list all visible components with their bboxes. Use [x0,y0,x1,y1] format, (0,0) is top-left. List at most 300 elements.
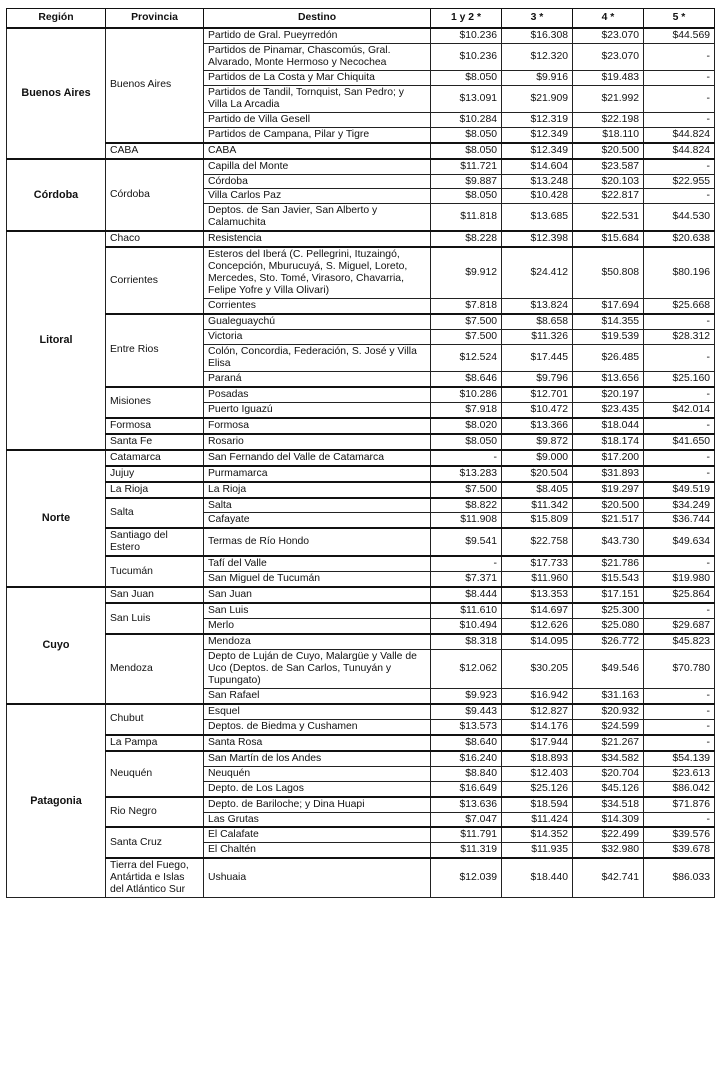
price-cell-category-5: $49.634 [644,528,715,556]
table-row [7,704,715,719]
price-cell-category-1-2: $13.573 [431,719,502,734]
price-cell-category-1-2: $7.500 [431,314,502,329]
price-cell-category-5: $36.744 [644,513,715,528]
header-category-5: 5 * [644,9,715,29]
price-cell-category-4: $18.174 [573,434,644,450]
price-cell-category-5: - [644,43,715,70]
price-cell-category-1-2: $11.610 [431,603,502,618]
price-cell-category-1-2: $11.818 [431,204,502,231]
price-cell-category-4: $23.587 [573,159,644,174]
price-cell-category-4: $17.694 [573,299,644,314]
price-cell-category-4: $21.992 [573,85,644,112]
price-cell-category-1-2: $8.228 [431,231,502,247]
price-cell-category-5: - [644,159,715,174]
price-cell-category-5: - [644,812,715,827]
province-cell: Jujuy [106,466,204,482]
table-row [7,450,715,466]
destination-cell: Cafayate [204,513,431,528]
price-cell-category-3: $20.504 [502,466,573,482]
price-cell-category-4: $18.044 [573,418,644,434]
price-cell-category-5: - [644,112,715,127]
price-cell-category-1-2: $8.840 [431,766,502,781]
price-cell-category-5: $20.638 [644,231,715,247]
table-row [7,735,715,751]
table-row [7,587,715,603]
price-cell-category-5: - [644,387,715,402]
price-cell-category-4: $42.741 [573,858,644,897]
destination-cell: Las Grutas [204,812,431,827]
price-cell-category-3: $15.809 [502,513,573,528]
price-cell-category-1-2: $11.908 [431,513,502,528]
destination-cell: Neuquén [204,766,431,781]
destination-cell: Córdoba [204,174,431,189]
destination-cell: El Chaltén [204,843,431,858]
price-cell-category-4: $19.539 [573,330,644,345]
table-row [7,498,715,513]
price-cell-category-1-2: - [431,450,502,466]
price-cell-category-3: $25.126 [502,781,573,796]
destination-cell: Esquel [204,704,431,719]
price-cell-category-1-2: $8.640 [431,735,502,751]
price-cell-category-5: - [644,704,715,719]
price-cell-category-5: $39.576 [644,827,715,842]
province-cell: Catamarca [106,450,204,466]
price-cell-category-3: $18.440 [502,858,573,897]
price-cell-category-1-2: $12.062 [431,650,502,689]
price-cell-category-4: $26.485 [573,344,644,371]
region-cell: Buenos Aires [7,28,106,159]
price-cell-category-1-2: $13.636 [431,797,502,812]
destination-cell: Partidos de La Costa y Mar Chiquita [204,70,431,85]
price-cell-category-5: $49.519 [644,482,715,498]
table-row [7,231,715,247]
table-row [7,434,715,450]
price-cell-category-1-2: $7.500 [431,482,502,498]
price-cell-category-3: $24.412 [502,247,573,298]
price-cell-category-1-2: $9.923 [431,688,502,703]
price-cell-category-4: $22.817 [573,189,644,204]
destination-cell: Deptos. de San Javier, San Alberto y Calamuchita [204,204,431,231]
price-cell-category-4: $45.126 [573,781,644,796]
table-row [7,159,715,174]
destination-cell: Capilla del Monte [204,159,431,174]
price-cell-category-1-2: $12.039 [431,858,502,897]
destination-cell: Termas de Río Hondo [204,528,431,556]
destination-cell: San Juan [204,587,431,603]
price-cell-category-4: $15.543 [573,572,644,587]
price-cell-category-3: $11.935 [502,843,573,858]
province-cell: Tucumán [106,556,204,587]
price-cell-category-3: $18.594 [502,797,573,812]
province-cell: Santiago del Estero [106,528,204,556]
price-cell-category-4: $49.546 [573,650,644,689]
destination-cell: Merlo [204,619,431,634]
price-cell-category-3: $14.697 [502,603,573,618]
price-cell-category-5: $86.033 [644,858,715,897]
destination-cell: San Fernando del Valle de Catamarca [204,450,431,466]
price-cell-category-3: $9.916 [502,70,573,85]
price-cell-category-5: $34.249 [644,498,715,513]
destination-cell: Purmamarca [204,466,431,482]
table-row [7,751,715,766]
price-cell-category-3: $11.424 [502,812,573,827]
table-row [7,314,715,329]
destination-cell: CABA [204,143,431,159]
price-cell-category-1-2: $9.541 [431,528,502,556]
price-cell-category-4: $24.599 [573,719,644,734]
header-region: Región [7,9,106,29]
price-cell-category-3: $10.472 [502,402,573,417]
price-cell-category-4: $43.730 [573,528,644,556]
price-cell-category-5: - [644,719,715,734]
price-cell-category-5: $71.876 [644,797,715,812]
price-cell-category-4: $32.980 [573,843,644,858]
province-cell: CABA [106,143,204,159]
price-cell-category-1-2: $10.286 [431,387,502,402]
province-cell: Formosa [106,418,204,434]
price-cell-category-4: $34.582 [573,751,644,766]
province-cell: Rio Negro [106,797,204,828]
price-cell-category-3: $17.944 [502,735,573,751]
price-cell-category-4: $17.200 [573,450,644,466]
price-cell-category-1-2: $11.319 [431,843,502,858]
table-row [7,634,715,649]
province-cell: Salta [106,498,204,529]
table-row [7,143,715,159]
price-cell-category-3: $12.320 [502,43,573,70]
price-cell-category-4: $20.500 [573,143,644,159]
price-cell-category-1-2: - [431,556,502,571]
price-cell-category-4: $17.151 [573,587,644,603]
destination-cell: San Martín de los Andes [204,751,431,766]
table-row [7,797,715,812]
price-cell-category-4: $23.070 [573,43,644,70]
price-cell-category-5: $22.955 [644,174,715,189]
price-cell-category-3: $13.685 [502,204,573,231]
price-cell-category-4: $15.684 [573,231,644,247]
price-cell-category-4: $31.163 [573,688,644,703]
price-cell-category-5: - [644,688,715,703]
price-cell-category-1-2: $8.822 [431,498,502,513]
price-cell-category-5: $42.014 [644,402,715,417]
price-cell-category-5: - [644,466,715,482]
price-cell-category-4: $25.080 [573,619,644,634]
region-cell: Cuyo [7,587,106,704]
price-cell-category-3: $18.893 [502,751,573,766]
price-table [6,8,715,898]
destination-cell: San Miguel de Tucumán [204,572,431,587]
header-category-3: 3 * [502,9,573,29]
price-cell-category-5: $44.530 [644,204,715,231]
price-cell-category-4: $23.070 [573,28,644,43]
destination-cell: Victoria [204,330,431,345]
destination-cell: Depto. de Bariloche; y Dina Huapi [204,797,431,812]
header-province: Provincia [106,9,204,29]
destination-cell: Gualeguaychú [204,314,431,329]
price-cell-category-1-2: $8.050 [431,143,502,159]
price-cell-category-3: $11.960 [502,572,573,587]
province-cell: Santa Fe [106,434,204,450]
price-cell-category-3: $9.000 [502,450,573,466]
destination-cell: Posadas [204,387,431,402]
price-cell-category-3: $12.349 [502,143,573,159]
price-cell-category-3: $30.205 [502,650,573,689]
price-cell-category-3: $11.326 [502,330,573,345]
price-cell-category-1-2: $13.091 [431,85,502,112]
destination-cell: Villa Carlos Paz [204,189,431,204]
destination-cell: Colón, Concordia, Federación, S. José y Villa Elisa [204,344,431,371]
table-row [7,28,715,43]
price-cell-category-5: - [644,189,715,204]
destination-cell: Partido de Gral. Pueyrredón [204,28,431,43]
destination-cell: Partidos de Tandil, Tornquist, San Pedro; y Villa La Arcadia [204,85,431,112]
price-cell-category-5: $25.864 [644,587,715,603]
price-cell-category-5: $41.650 [644,434,715,450]
price-cell-category-4: $20.197 [573,387,644,402]
price-cell-category-1-2: $8.050 [431,189,502,204]
price-cell-category-3: $12.319 [502,112,573,127]
price-cell-category-4: $31.893 [573,466,644,482]
price-cell-category-5: - [644,556,715,571]
price-cell-category-5: $44.569 [644,28,715,43]
price-cell-category-3: $13.824 [502,299,573,314]
price-cell-category-4: $20.932 [573,704,644,719]
table-row [7,247,715,298]
destination-cell: Tafí del Valle [204,556,431,571]
price-cell-category-3: $17.733 [502,556,573,571]
price-cell-category-5: $80.196 [644,247,715,298]
destination-cell: El Calafate [204,827,431,842]
price-cell-category-1-2: $8.050 [431,70,502,85]
price-cell-category-1-2: $10.494 [431,619,502,634]
province-cell: La Rioja [106,482,204,498]
price-cell-category-5: $19.980 [644,572,715,587]
destination-cell: Resistencia [204,231,431,247]
price-cell-category-3: $13.366 [502,418,573,434]
price-cell-category-4: $22.499 [573,827,644,842]
destination-cell: Salta [204,498,431,513]
table-header-row [7,9,715,29]
price-cell-category-1-2: $8.444 [431,587,502,603]
price-cell-category-3: $13.248 [502,174,573,189]
price-cell-category-5: $44.824 [644,143,715,159]
price-cell-category-4: $21.517 [573,513,644,528]
price-cell-category-4: $20.704 [573,766,644,781]
price-cell-category-3: $16.308 [502,28,573,43]
destination-cell: La Rioja [204,482,431,498]
destination-cell: Depto de Luján de Cuyo, Malargüe y Valle de Uco (Deptos. de San Carlos, Tunuyán y Tupungato) [204,650,431,689]
destination-cell: Partidos de Pinamar, Chascomús, Gral. Alvarado, Monte Hermoso y Necochea [204,43,431,70]
province-cell: San Juan [106,587,204,603]
price-cell-category-1-2: $8.646 [431,371,502,386]
table-row [7,858,715,897]
price-cell-category-3: $12.626 [502,619,573,634]
price-cell-category-5: - [644,603,715,618]
price-cell-category-3: $16.942 [502,688,573,703]
price-cell-category-4: $25.300 [573,603,644,618]
price-cell-category-3: $14.095 [502,634,573,649]
price-cell-category-4: $19.297 [573,482,644,498]
header-category-4: 4 * [573,9,644,29]
price-cell-category-1-2: $16.240 [431,751,502,766]
header-category-1-2: 1 y 2 * [431,9,502,29]
price-cell-category-4: $23.435 [573,402,644,417]
price-cell-category-1-2: $9.443 [431,704,502,719]
price-cell-category-5: $86.042 [644,781,715,796]
price-cell-category-1-2: $11.791 [431,827,502,842]
price-cell-category-5: - [644,735,715,751]
province-cell: Misiones [106,387,204,418]
price-cell-category-4: $19.483 [573,70,644,85]
table-row [7,482,715,498]
price-cell-category-3: $12.403 [502,766,573,781]
price-cell-category-1-2: $10.236 [431,28,502,43]
price-cell-category-1-2: $7.818 [431,299,502,314]
table-row [7,603,715,618]
price-cell-category-5: - [644,70,715,85]
table-row [7,528,715,556]
price-cell-category-1-2: $8.318 [431,634,502,649]
price-cell-category-3: $22.758 [502,528,573,556]
price-table-container [6,8,714,898]
table-row [7,827,715,842]
price-cell-category-5: - [644,314,715,329]
region-cell: Córdoba [7,159,106,232]
price-cell-category-5: $44.824 [644,127,715,142]
province-cell: Mendoza [106,634,204,704]
destination-cell: Santa Rosa [204,735,431,751]
table-row [7,466,715,482]
price-cell-category-3: $8.658 [502,314,573,329]
price-cell-category-1-2: $11.721 [431,159,502,174]
province-cell: Neuquén [106,751,204,797]
price-cell-category-5: - [644,450,715,466]
price-cell-category-3: $12.398 [502,231,573,247]
province-cell: Córdoba [106,159,204,232]
price-cell-category-4: $18.110 [573,127,644,142]
price-cell-category-4: $22.531 [573,204,644,231]
destination-cell: Deptos. de Biedma y Cushamen [204,719,431,734]
price-cell-category-5: $54.139 [644,751,715,766]
price-cell-category-5: $25.160 [644,371,715,386]
destination-cell: Formosa [204,418,431,434]
price-cell-category-5: - [644,418,715,434]
table-body [7,28,715,898]
destination-cell: Esteros del Iberá (C. Pellegrini, Ituzaingó, Concepción, Mburucuyá, S. Miguel, Loreto, Mercedes, Sto. Tomé, Virasoro, Chavarria, Felipe Yofre y Villa Olivari) [204,247,431,298]
header-destination: Destino [204,9,431,29]
price-cell-category-3: $12.827 [502,704,573,719]
table-row [7,387,715,402]
price-cell-category-4: $34.518 [573,797,644,812]
price-cell-category-4: $13.656 [573,371,644,386]
price-cell-category-5: $23.613 [644,766,715,781]
destination-cell: Mendoza [204,634,431,649]
province-cell: San Luis [106,603,204,634]
province-cell: Entre Rios [106,314,204,387]
price-cell-category-1-2: $7.918 [431,402,502,417]
destination-cell: Rosario [204,434,431,450]
province-cell: Corrientes [106,247,204,314]
price-cell-category-1-2: $8.050 [431,127,502,142]
price-cell-category-3: $9.872 [502,434,573,450]
region-cell: Patagonia [7,704,106,898]
price-cell-category-3: $21.909 [502,85,573,112]
price-cell-category-3: $17.445 [502,344,573,371]
destination-cell: Ushuaia [204,858,431,897]
price-cell-category-3: $8.405 [502,482,573,498]
price-cell-category-4: $21.786 [573,556,644,571]
price-cell-category-4: $50.808 [573,247,644,298]
price-cell-category-3: $14.176 [502,719,573,734]
price-cell-category-4: $21.267 [573,735,644,751]
price-cell-category-4: $20.103 [573,174,644,189]
price-cell-category-1-2: $16.649 [431,781,502,796]
price-cell-category-1-2: $8.020 [431,418,502,434]
price-cell-category-1-2: $7.371 [431,572,502,587]
price-cell-category-5: $39.678 [644,843,715,858]
price-cell-category-5: $70.780 [644,650,715,689]
price-cell-category-5: $29.687 [644,619,715,634]
price-cell-category-5: $25.668 [644,299,715,314]
table-row [7,418,715,434]
price-cell-category-1-2: $12.524 [431,344,502,371]
price-cell-category-5: - [644,344,715,371]
price-cell-category-3: $14.352 [502,827,573,842]
table-row [7,556,715,571]
province-cell: Chubut [106,704,204,735]
price-cell-category-3: $13.353 [502,587,573,603]
destination-cell: Paraná [204,371,431,386]
price-cell-category-1-2: $9.912 [431,247,502,298]
price-cell-category-5: $28.312 [644,330,715,345]
price-cell-category-3: $11.342 [502,498,573,513]
destination-cell: Puerto Iguazú [204,402,431,417]
price-cell-category-3: $14.604 [502,159,573,174]
destination-cell: Partido de Villa Gesell [204,112,431,127]
price-cell-category-3: $10.428 [502,189,573,204]
destination-cell: San Rafael [204,688,431,703]
price-cell-category-1-2: $10.284 [431,112,502,127]
destination-cell: San Luis [204,603,431,618]
price-cell-category-4: $20.500 [573,498,644,513]
price-cell-category-4: $22.198 [573,112,644,127]
price-cell-category-1-2: $13.283 [431,466,502,482]
province-cell: Buenos Aires [106,28,204,143]
price-cell-category-5: $45.823 [644,634,715,649]
price-cell-category-1-2: $7.047 [431,812,502,827]
province-cell: La Pampa [106,735,204,751]
price-cell-category-1-2: $9.887 [431,174,502,189]
price-cell-category-4: $26.772 [573,634,644,649]
destination-cell: Corrientes [204,299,431,314]
price-cell-category-4: $14.355 [573,314,644,329]
price-cell-category-3: $12.701 [502,387,573,402]
price-cell-category-3: $12.349 [502,127,573,142]
region-cell: Litoral [7,231,106,449]
price-cell-category-4: $14.309 [573,812,644,827]
price-cell-category-1-2: $7.500 [431,330,502,345]
province-cell: Tierra del Fuego, Antártida e Islas del Atlántico Sur [106,858,204,897]
price-cell-category-1-2: $8.050 [431,434,502,450]
province-cell: Chaco [106,231,204,247]
price-cell-category-3: $9.796 [502,371,573,386]
region-cell: Norte [7,450,106,588]
price-cell-category-1-2: $10.236 [431,43,502,70]
province-cell: Santa Cruz [106,827,204,858]
destination-cell: Depto. de Los Lagos [204,781,431,796]
destination-cell: Partidos de Campana, Pilar y Tigre [204,127,431,142]
price-cell-category-5: - [644,85,715,112]
